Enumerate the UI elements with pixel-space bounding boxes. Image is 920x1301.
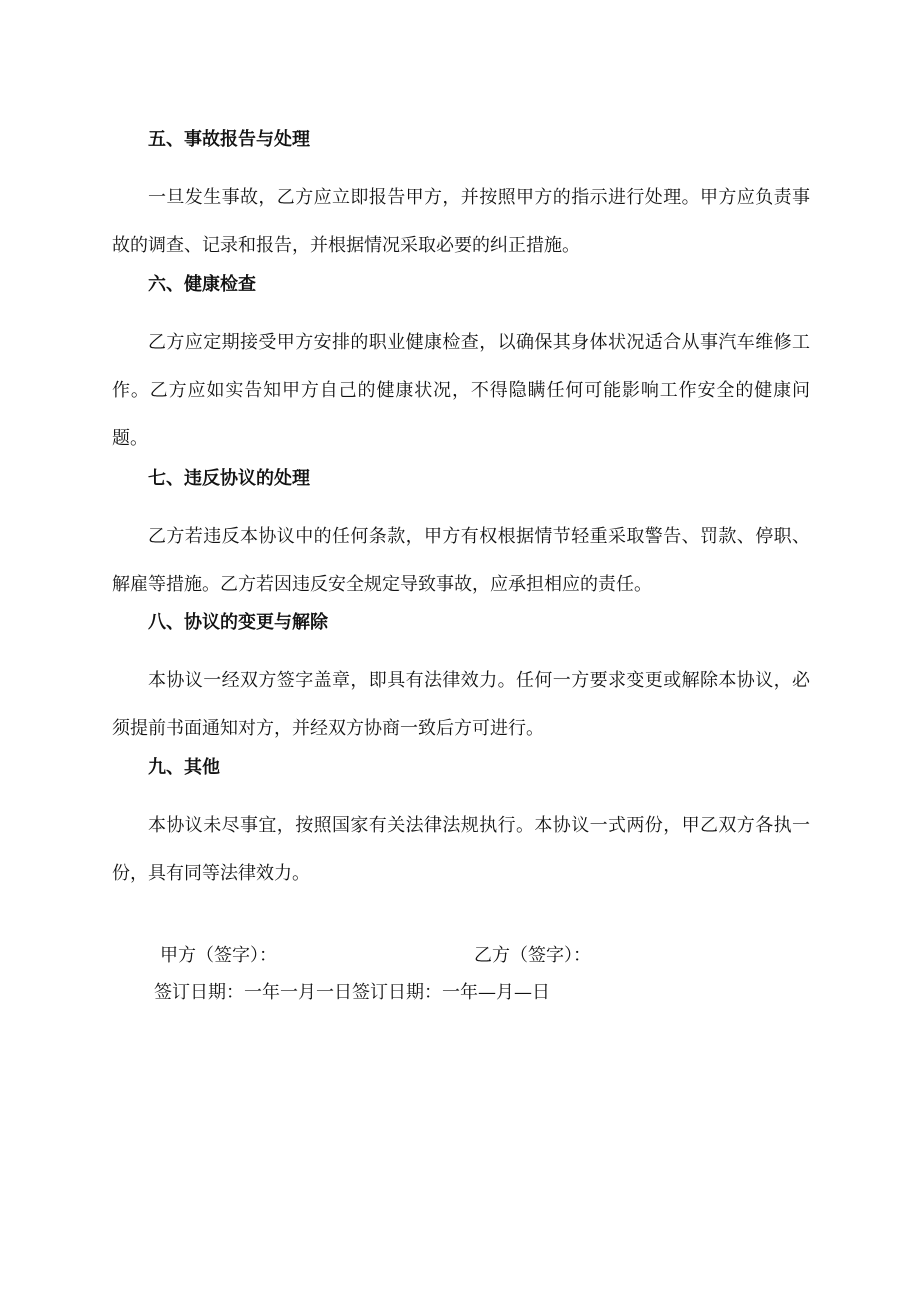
section-heading: 七、违反协议的处理 (148, 468, 310, 489)
section-heading: 五、事故报告与处理 (148, 129, 310, 150)
signing-date-line: 签订日期：一年一月一日签订日期：一年—月—日 (154, 982, 550, 1003)
section-health-check (112, 273, 810, 463)
section-body: 乙方应定期接受甲方安排的职业健康检查，以确保其身体状况适合从事汽车维修工作。乙方应如实告知甲方自己的健康状况，不得隐瞒任何可能影响工作安全的健康问题。 (112, 332, 810, 449)
section-body: 乙方若违反本协议中的任何条款，甲方有权根据情节轻重采取警告、罚款、停职、解雇等措施。乙方若因违反安全规定导致事故，应承担相应的责任。 (112, 526, 810, 595)
section-amendment-termination (112, 611, 810, 753)
section-violation-handling (112, 467, 810, 609)
section-accident-report (112, 128, 810, 270)
section-heading: 八、协议的变更与解除 (148, 612, 328, 633)
section-heading: 六、健康检查 (148, 274, 256, 295)
section-heading: 九、其他 (148, 757, 220, 778)
section-other (112, 756, 810, 898)
section-body: 本协议未尽事宜，按照国家有关法律法规执行。本协议一式两份，甲乙双方各执一份，具有同等法律效力。 (112, 815, 810, 884)
party-a-signature-label: 甲方（签字）： (160, 945, 277, 966)
section-body: 本协议一经双方签字盖章，即具有法律效力。任何一方要求变更或解除本协议，必须提前书面通知对方，并经双方协商一致后方可进行。 (112, 670, 810, 739)
section-body: 一旦发生事故，乙方应立即报告甲方，并按照甲方的指示进行处理。甲方应负责事故的调查、记录和报告，并根据情况采取必要的纠正措施。 (112, 187, 810, 256)
party-b-signature-label: 乙方（签字）： (474, 945, 591, 966)
